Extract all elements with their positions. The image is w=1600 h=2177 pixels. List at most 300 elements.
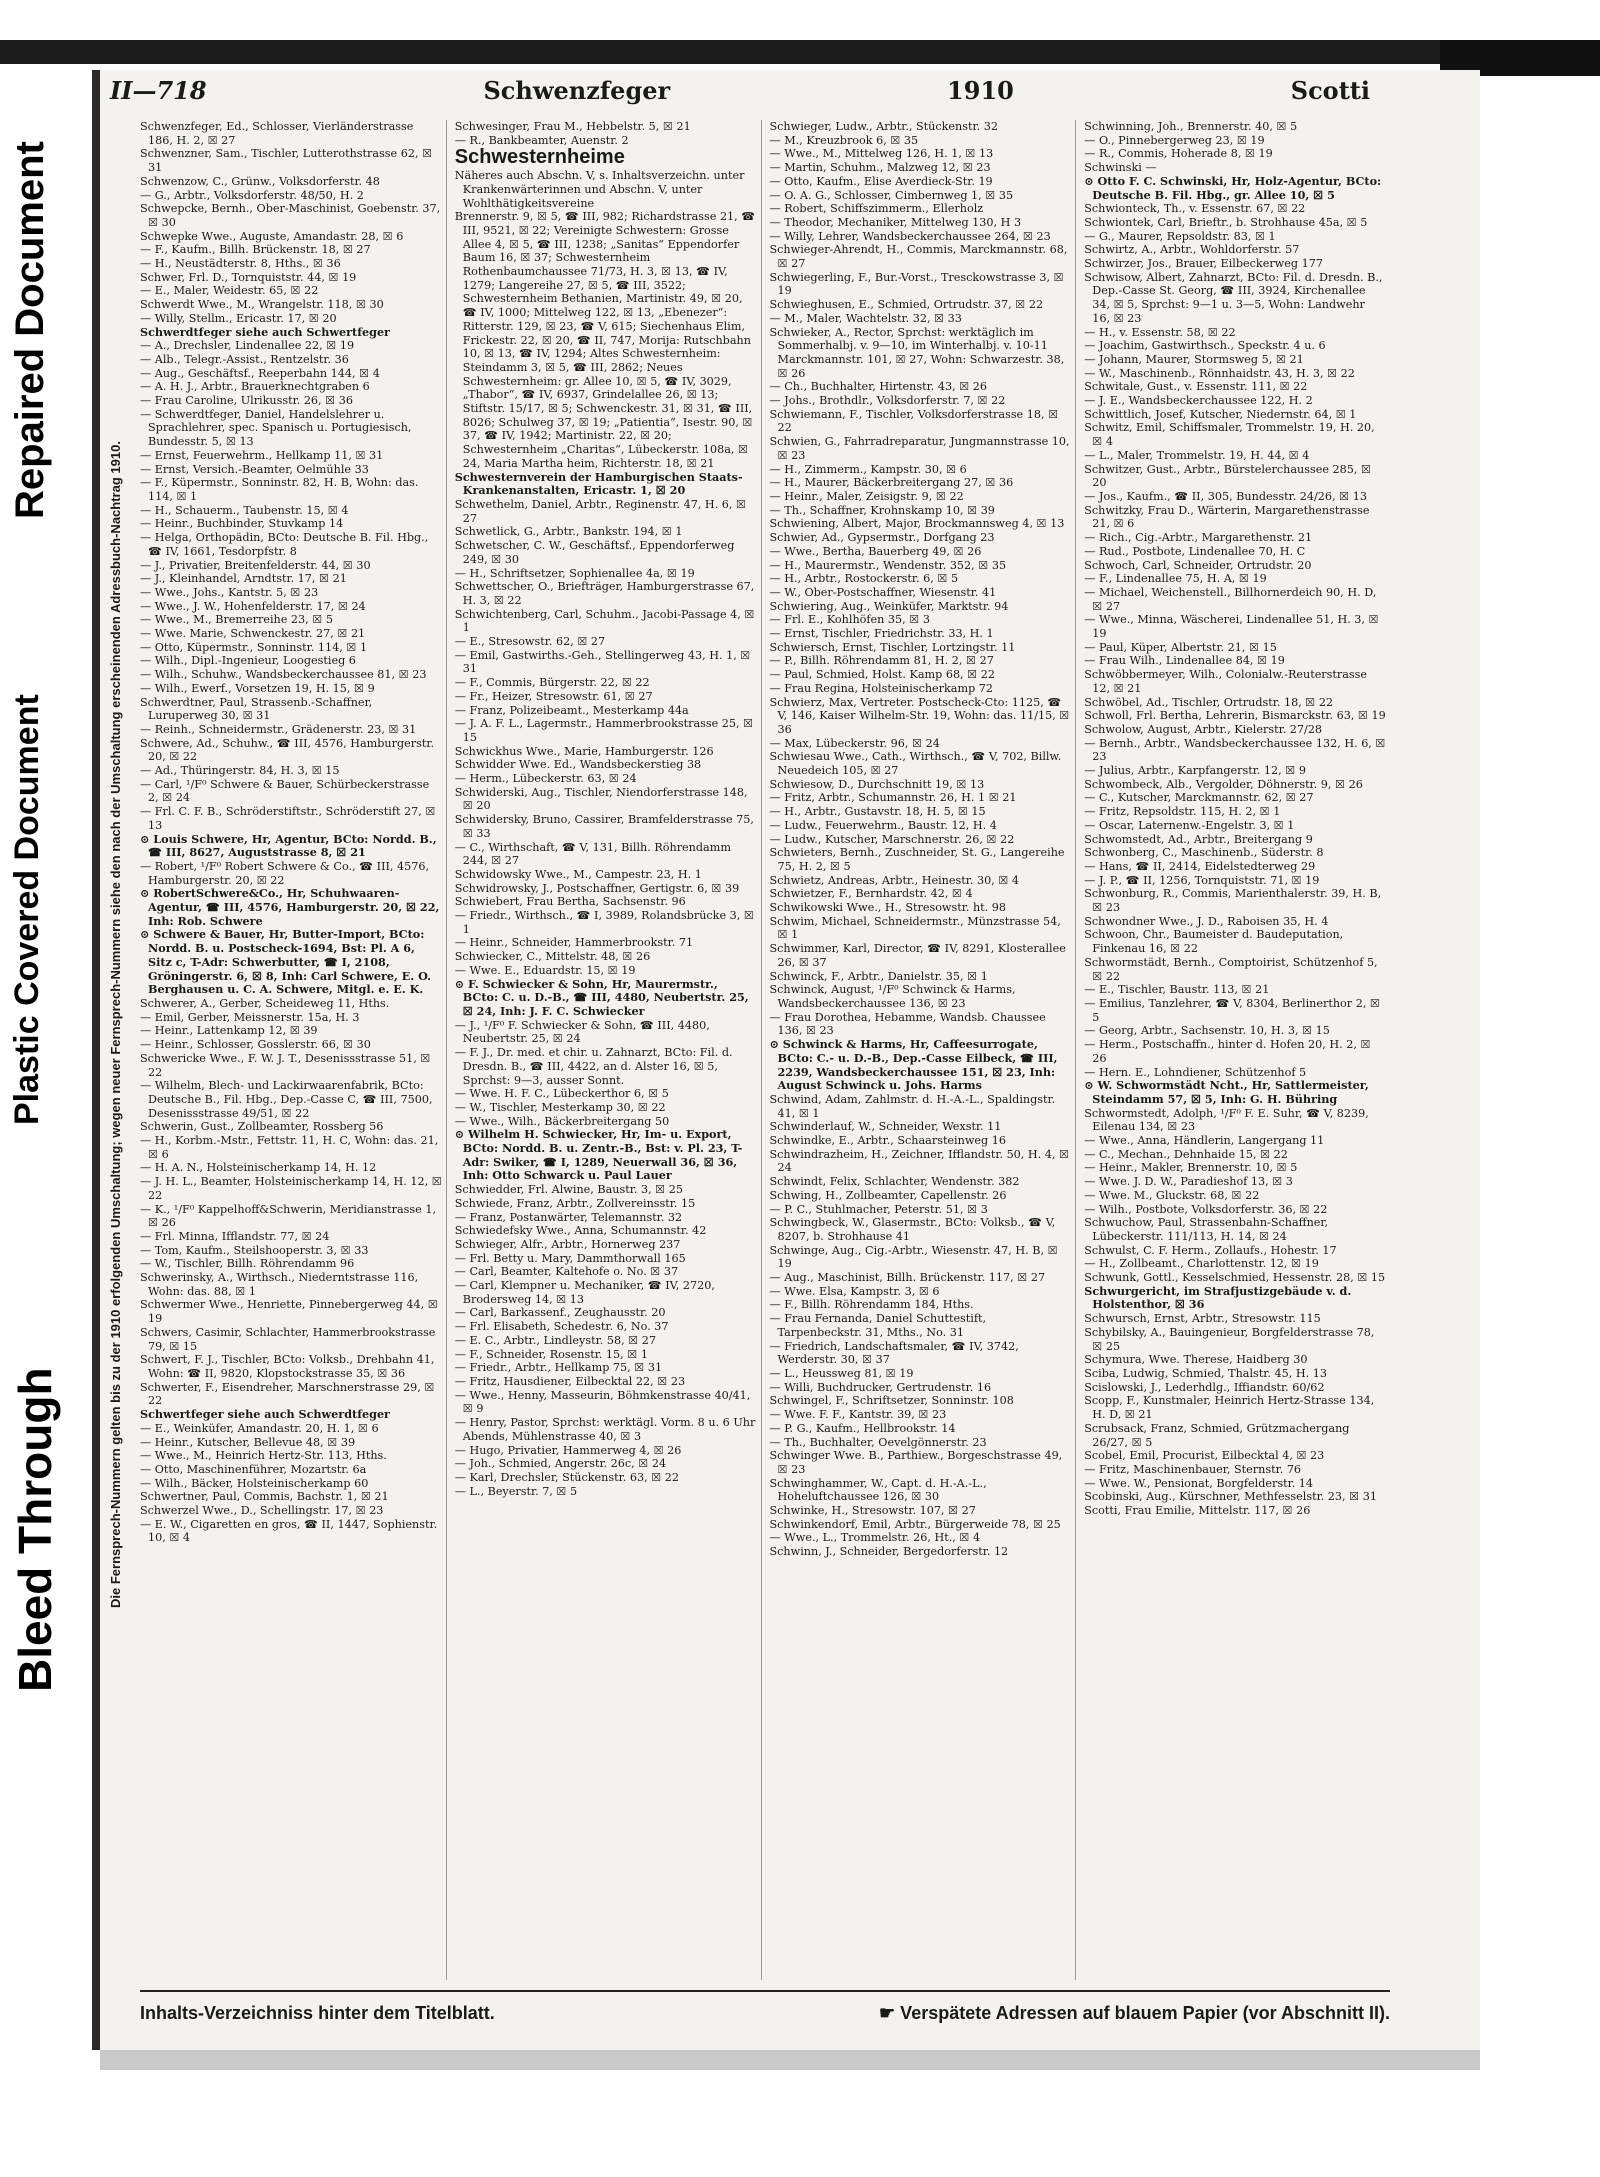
directory-entry: Schwettscher, O., Briefträger, Hamburgerstrasse 67, H. 3, ☒ 22: [454, 580, 755, 607]
directory-entry: — Wwe. W., Pensionat, Borgfelderstr. 14: [1084, 1476, 1314, 1490]
directory-entry: — W., Maschinenb., Rönnhaidstr. 43, H. 3, ☒ 22: [1084, 366, 1355, 380]
directory-entry: — F. J., Dr. med. et chir. u. Zahnarzt, BCto: Fil. d. Dresdn. B., ☎ III, 4422, an d. Alster 16, ☒ 5, Sprchst: 9—3, ausser Sonnt.: [454, 1046, 733, 1087]
directory-entry: Schwurgericht, im Strafjustizgebäude v. d. Holstenthor, ☒ 36: [1084, 1283, 1352, 1312]
directory-entry: — G., Maurer, Repsoldstr. 83, ☒ 1: [1084, 229, 1276, 243]
directory-entry: Scobinski, Aug., Kürschner, Methfesselstr. 23, ☒ 31: [1084, 1490, 1377, 1504]
directory-entry: ⊙ RobertSchwere&Co., Hr, Schuhwaaren-Agentur, ☎ III, 4576, Hamburgerstr. 20, ☒ 22, Inh: Rob. Schwere: [140, 886, 440, 928]
directory-entry: Schwiedder, Frl. Alwine, Baustr. 3, ☒ 25: [454, 1183, 683, 1197]
directory-entry: — M., Kreuzbrook 6, ☒ 35: [769, 133, 919, 147]
directory-entry: — Wilh., Ewerf., Vorsetzen 19, H. 15, ☒ 9: [140, 681, 375, 695]
directory-entry: Schwieger, Ludw., Arbtr., Stückenstr. 32: [769, 120, 998, 133]
directory-entry: Schwing, H., Zollbeamter, Capellenstr. 26: [769, 1188, 1007, 1202]
directory-entry: — A., Drechsler, Lindenallee 22, ☒ 19: [140, 339, 355, 353]
directory-entry: Schwisow, Albert, Zahnarzt, BCto: Fil. d. Dresdn. B., Dep.-Casse St. Georg, ☎ III, 3924, Kirchenallee 34, ☒ 5, Sprchst: 9—1 u. 3—5, Wohn: Landwehr 16, ☒ 23: [1084, 270, 1383, 325]
directory-entry: — Joh., Schmied, Angerstr. 26c, ☒ 24: [454, 1457, 667, 1471]
directory-entry: — M., Maler, Wachtelstr. 32, ☒ 33: [769, 311, 962, 325]
directory-entry: — Frau Wilh., Lindenallee 84, ☒ 19: [1084, 654, 1285, 668]
directory-entry: — Max, Lübeckerstr. 96, ☒ 24: [769, 736, 940, 750]
directory-entry: — E. C., Arbtr., Lindleystr. 58, ☒ 27: [454, 1333, 657, 1347]
directory-entry: Schwerinsky, A., Wirthsch., Niederntstrasse 116, Wohn: das. 88, ☒ 1: [140, 1271, 419, 1298]
directory-entry: Schwikowski Wwe., H., Stresowstr. ht. 98: [769, 901, 1007, 915]
directory-entry: Schwerdt Wwe., M., Wrangelstr. 118, ☒ 30: [140, 298, 384, 312]
directory-entry: — Wwe., L., Trommelstr. 26, Ht., ☒ 4: [769, 1531, 981, 1545]
directory-entry: Schybilsky, A., Bauingenieur, Borgfelderstrasse 78, ☒ 25: [1084, 1325, 1375, 1353]
directory-entry: Schwertfeger siehe auch Schwerdtfeger: [140, 1407, 390, 1422]
directory-entry: Schwinck, F., Arbtr., Danielstr. 35, ☒ 1: [769, 969, 988, 983]
directory-entry: — Heinr., Buchbinder, Stuvkamp 14: [140, 517, 344, 531]
directory-entry: — Franz, Postanwärter, Telemannstr. 32: [454, 1210, 683, 1224]
directory-entry: — F., Commis, Bürgerstr. 22, ☒ 22: [454, 676, 650, 690]
directory-entry: — Aug., Maschinist, Billh. Brückenstr. 117, ☒ 27: [769, 1271, 1046, 1285]
directory-entry: — P., Billh. Röhrendamm 81, H. 2, ☒ 27: [769, 654, 994, 668]
directory-entry: Schwinck, August, ¹/F⁰ Schwinck & Harms, Wandsbeckerchaussee 136, ☒ 23: [769, 983, 1016, 1010]
directory-entry: — Hern. E., Lohndiener, Schützenhof 5: [1084, 1065, 1307, 1079]
directory-entry: — Aug., Geschäftsf., Reeperbahn 144, ☒ 4: [140, 366, 380, 380]
directory-entry: Schwieger-Ahrendt, H., Commis, Marckmannstr. 68, ☒ 27: [769, 243, 1068, 271]
directory-entry: — Robert, ¹/F⁰ Robert Schwere & Co., ☎ III, 4576, Hamburgerstr. 20, ☒ 22: [140, 859, 430, 887]
directory-entry: Schwesternverein der Hamburgischen Staats-Krankenanstalten, Ericastr. 1, ☒ 20: [454, 469, 743, 498]
directory-entry: Schwickhus Wwe., Marie, Hamburgerstr. 126: [454, 744, 714, 758]
header-year: 1910: [947, 75, 1014, 105]
directory-entry: Schwidrowsky, J., Postschaffner, Gertigstr. 6, ☒ 39: [454, 881, 740, 895]
directory-entry: Schwiontek, Carl, Brieftr., b. Strohhause 45a, ☒ 5: [1084, 215, 1368, 229]
directory-entry: Schwomstedt, Ad., Arbtr., Breitergang 9: [1084, 832, 1313, 846]
directory-entry: ⊙ Otto F. C. Schwinski, Hr, Holz-Agentur, BCto: Deutsche B. Fil. Hbg., gr. Allee 10, ☒ 5: [1084, 173, 1382, 202]
directory-entry: Schwieger, Alfr., Arbtr., Hornerweg 237: [454, 1237, 681, 1251]
directory-entry: — Emil, Gerber, Meissnerstr. 15a, H. 3: [140, 1010, 360, 1024]
directory-entry: Schwethelm, Daniel, Arbtr., Reginenstr. 47, H. 6, ☒ 27: [454, 497, 747, 525]
directory-entry: Schwinn, J., Schneider, Bergedorferstr. 12: [769, 1545, 1009, 1559]
directory-entry: — C., Wirthschaft, ☎ V, 131, Billh. Röhrendamm 244, ☒ 27: [454, 840, 731, 868]
directory-entry: Schwenzner, Sam., Tischler, Lutterothstrasse 62, ☒ 31: [140, 147, 433, 175]
directory-entry: — H. A. N., Holsteinischerkamp 14, H. 12: [140, 1161, 377, 1175]
directory-entry: — Willi, Buchdrucker, Gertrudenstr. 16: [769, 1380, 992, 1394]
directory-entry: — H., Zimmerm., Kampstr. 30, ☒ 6: [769, 462, 967, 476]
directory-entry: Brennerstr. 9, ☒ 5, ☎ III, 982; Richardstrasse 21, ☎ III, 9521, ☒ 22; Vereinigte Schwestern: Grosse Allee 4, ☒ 5, ☎ III, 1238; „Sanitas“ Eppendorfer Baum 16, ☒ 37; Schwesternheim Rothenbaumchaussee 71/73, H. 3, ☒ 13, ☎ IV, 1279; Langereihe 27, ☒ 5, ☎ III, 3522; Schwesternheim Bethanien, Martinistr. 49, ☒ 20, ☎ IV, 1000; Mittelweg 122, ☒ 13, „Ebenezer“: Ritterstr. 129, ☒ 23, ☎ V, 615; Siechenhaus Elim, Frickestr. 22, ☒ 20, ☎ II, 747, Morija: Rutschbahn 10, ☒ 13, ☎ IV, 1294; Altes Schwesternheim: Steindamm 3, ☒ 5, ☎ III, 2862; Neues Schwesternheim: gr. Allee 10, ☒ 5, ☎ IV, 3029, „Thabor“, ☎ IV, 6937, Grindelallee 26, ☒ 13; Stiftstr. 15/17, ☒ 5; Schwenckestr. 31, ☒ 31, ☎ III, 8026; Schulweg 37, ☒ 19; „Patientia“, Isestr. 90, ☒ 37, ☎ IV, 1942; Martinistr. 22, ☒ 20; Schwesternheim „Charitas“, Lübeckerstr. 108a, ☒ 24, Maria Martha heim, Richterstr. 18, ☒ 21: [454, 210, 756, 470]
directory-entry: Schwinderlauf, W., Schneider, Wexstr. 11: [769, 1120, 1002, 1134]
directory-entry: Schwenzow, C., Grünw., Volksdorferstr. 48: [140, 174, 380, 188]
directory-entry: Schwietzer, F., Bernhardstr. 42, ☒ 4: [769, 887, 973, 901]
directory-entry: Schwerzel Wwe., D., Schellingstr. 17, ☒ 23: [140, 1504, 384, 1518]
directory-entry: Schwormstädt, Bernh., Comptoirist, Schützenhof 5, ☒ 22: [1084, 955, 1378, 983]
directory-entry: Schwiegerling, F., Bur.-Vorst., Tresckowstrasse 3, ☒ 19: [769, 270, 1064, 298]
directory-entry: Schwirtz, A., Arbtr., Wohldorferstr. 57: [1084, 243, 1300, 257]
directory-entry: Scobel, Emil, Procurist, Eilbecktal 4, ☒ 23: [1084, 1449, 1325, 1463]
directory-entry: — Herm., Postschaffn., hinter d. Hofen 20, H. 2, ☒ 26: [1084, 1038, 1371, 1065]
directory-entry: — H., Zollbeamt., Charlottenstr. 12, ☒ 19: [1084, 1257, 1319, 1271]
side-labels: [8, 110, 88, 1730]
directory-entry: Schwingel, F., Schriftsetzer, Sonninstr. 108: [769, 1394, 1014, 1408]
directory-entry: — J., Kleinhandel, Arndtstr. 17, ☒ 21: [140, 572, 347, 586]
directory-entry: — H., Arbtr., Gustavstr. 18, H. 5, ☒ 15: [769, 805, 986, 819]
directory-column-1: [140, 120, 447, 1980]
directory-entry: — R., Bankbeamter, Auenstr. 2: [454, 133, 629, 147]
directory-entry: — Frl. Elisabeth, Schedestr. 6, No. 37: [454, 1320, 669, 1334]
directory-entry: Schwinke, H., Stresowstr. 107, ☒ 27: [769, 1504, 976, 1518]
directory-entry: — Heinr., Schlosser, Gosslerstr. 66, ☒ 30: [140, 1038, 371, 1052]
directory-entry: — Ernst, Versich.-Beamter, Oelmühle 33: [140, 462, 369, 476]
directory-entry: — Alb., Telegr.-Assist., Rentzelstr. 36: [140, 352, 349, 366]
directory-entry: — Friedr., Arbtr., Hellkamp 75, ☒ 31: [454, 1361, 663, 1375]
directory-entry: Schwerdtfeger siehe auch Schwertfeger: [140, 324, 390, 339]
directory-entry: Schwerdtner, Paul, Strassenb.-Schaffner, Luruperweg 30, ☒ 31: [140, 695, 373, 723]
directory-entry: Schwoll, Frl. Bertha, Lehrerin, Bismarckstr. 63, ☒ 19: [1084, 709, 1386, 723]
directory-entry: — Fritz, Hausdiener, Eilbecktal 22, ☒ 23: [454, 1374, 686, 1388]
directory-entry: — Rich., Cig.-Arbtr., Margarethenstr. 21: [1084, 531, 1313, 545]
directory-entry: — W., Ober-Postschaffner, Wiesenstr. 41: [769, 585, 997, 599]
directory-entry: — Wwe. H. F. C., Lübeckerthor 6, ☒ 5: [454, 1087, 669, 1101]
directory-entry: Schwirzer, Jos., Brauer, Eilbeckerweg 177: [1084, 257, 1323, 271]
directory-entry: — Th., Schaffner, Krohnskamp 10, ☒ 39: [769, 503, 995, 517]
directory-entry: — L., Beyerstr. 7, ☒ 5: [454, 1484, 578, 1498]
directory-entry: Schwers, Casimir, Schlachter, Hammerbrookstrasse 79, ☒ 15: [140, 1325, 436, 1353]
directory-entry: — Wwe., Henny, Masseurin, Böhmkenstrasse 40/41, ☒ 9: [454, 1388, 751, 1416]
directory-entry: — H., Arbtr., Rostockerstr. 6, ☒ 5: [769, 572, 959, 586]
label-bleed-through: Bleed Through: [9, 1367, 61, 1693]
directory-entry: Schwert, F. J., Tischler, BCto: Volksb., Drehbahn 41, Wohn: ☎ II, 9820, Klopstockstrasse 35, ☒ 36: [140, 1353, 435, 1380]
directory-entry: Schwiesau Wwe., Cath., Wirthsch., ☎ V, 702, Billw. Neuedeich 105, ☒ 27: [769, 750, 1062, 778]
directory-entry: — Wwe., M., Heinrich Hertz-Str. 113, Hths.: [140, 1449, 387, 1463]
directory-entry: — F., Schneider, Rosenstr. 15, ☒ 1: [454, 1347, 648, 1361]
directory-entry: — Carl, Beamter, Kaltehofe o. No. ☒ 37: [454, 1265, 679, 1279]
directory-entry: — Otto, Küpermstr., Sonninstr. 114, ☒ 1: [140, 640, 368, 654]
directory-entry: — H., v. Essenstr. 58, ☒ 22: [1084, 325, 1236, 339]
directory-entry: — Frl. E., Kohlhöfen 35, ☒ 3: [769, 613, 930, 627]
directory-entry: — J. P., ☎ II, 1256, Tornquiststr. 71, ☒ 19: [1084, 873, 1320, 887]
directory-entry: Schwiering, Aug., Weinküfer, Marktstr. 94: [769, 599, 1009, 613]
directory-entry: — L., Heussweg 81, ☒ 19: [769, 1366, 914, 1380]
directory-entry: — Frau Fernanda, Daniel Schuttestift, Tarpenbeckstr. 31, Mths., No. 31: [769, 1312, 987, 1339]
directory-entry: Schwietz, Andreas, Arbtr., Heinestr. 30, ☒ 4: [769, 873, 1020, 887]
directory-entry: — Ch., Buchhalter, Hirtenstr. 43, ☒ 26: [769, 380, 988, 394]
directory-entry: Schwiderski, Aug., Tischler, Niendorferstrasse 148, ☒ 20: [454, 785, 748, 813]
directory-entry: — Wwe., M., Bremerreihe 23, ☒ 5: [140, 613, 333, 627]
directory-entry: Schwinghammer, W., Capt. d. H.-A.-L., Hoheluftchaussee 126, ☒ 30: [769, 1476, 987, 1504]
directory-entry: — Wwe. F. F., Kantstr. 39, ☒ 23: [769, 1408, 947, 1422]
directory-entry: Schwimmer, Karl, Director, ☎ IV, 8291, Klosterallee 26, ☒ 37: [769, 942, 1066, 969]
directory-entry: — Otto, Kaufm., Elise Averdieck-Str. 19: [769, 174, 993, 188]
directory-entry: — Johs., Brothdlr., Volksdorferstr. 7, ☒ 22: [769, 394, 1006, 408]
directory-entry: Schwericke Wwe., F. W. J. T., Desenissstrasse 51, ☒ 22: [140, 1051, 431, 1079]
directory-entry: — Wwe., Minna, Wäscherei, Lindenallee 51, H. 3, ☒ 19: [1084, 613, 1379, 641]
directory-entry: Schwitzer, Gust., Arbtr., Bürstelerchaussee 285, ☒ 20: [1084, 462, 1371, 490]
directory-entry: — Hans, ☎ II, 2414, Eidelstedterweg 29: [1084, 859, 1316, 873]
directory-entry: — Bernh., Arbtr., Wandsbeckerchaussee 132, H. 6, ☒ 23: [1084, 736, 1386, 764]
directory-entry: Schwind, Adam, Zahlmstr. d. H.-A.-L., Spaldingstr. 41, ☒ 1: [769, 1092, 1056, 1120]
directory-entry: Schwinge, Aug., Cig.-Arbtr., Wiesenstr. 47, H. B, ☒ 19: [769, 1243, 1058, 1271]
directory-entry: Schwittlich, Josef, Kutscher, Niedernstr. 64, ☒ 1: [1084, 407, 1357, 421]
directory-entry: Schwinger Wwe. B., Parthiew., Borgeschstrasse 49, ☒ 23: [769, 1449, 1063, 1476]
directory-entry: Schwoch, Carl, Schneider, Ortrudstr. 20: [1084, 558, 1312, 572]
directory-entry: Schwiebert, Frau Bertha, Sachsenstr. 96: [454, 895, 686, 909]
directory-entry: — P. G., Kaufm., Hellbrookstr. 14: [769, 1421, 956, 1435]
directory-entry: — Friedrich, Landschaftsmaler, ☎ IV, 3742, Werderstr. 30, ☒ 37: [769, 1339, 1019, 1367]
directory-entry: Schwingbeck, W., Glasermstr., BCto: Volksb., ☎ V, 8207, b. Strohhause 41: [769, 1216, 1056, 1243]
directory-entry: Schwiedefsky Wwe., Anna, Schumannstr. 42: [454, 1224, 707, 1238]
directory-entry: Schwierz, Max, Vertreter. Postscheck-Cto: 1125, ☎ V, 146, Kaiser Wilhelm-Str. 19, Wohn: das. 11/15, ☒ 36: [769, 695, 1070, 736]
directory-column-4: [1084, 120, 1390, 1980]
directory-entry: — Helga, Orthopädin, BCto: Deutsche B. Fil. Hbg., ☎ IV, 1661, Tesdorpfstr. 8: [140, 531, 429, 558]
directory-entry: — Fritz, Arbtr., Schumannstr. 26, H. 1 ☒ 21: [769, 791, 1017, 805]
directory-entry: ⊙ Schwinck & Harms, Hr, Caffeesurrogate, BCto: C.- u. D.-B., Dep.-Casse Eilbeck, ☎ III, 2239, Wandsbeckerchaussee 151, ☒ 23, Inh: August Schwinck u. Johs. Harms: [769, 1037, 1058, 1093]
directory-entry: — Fritz, Maschinenbauer, Sternstr. 76: [1084, 1462, 1302, 1476]
directory-entry: — Wwe., Anna, Händlerin, Langergang 11: [1084, 1134, 1325, 1148]
directory-entry: ⊙ Louis Schwere, Hr, Agentur, BCto: Nordd. B., ☎ III, 8627, Auguststrasse 8, ☒ 21: [140, 831, 437, 860]
page-footer: [140, 1990, 1390, 2028]
directory-entry: — Heinr., Makler, Brennerstr. 10, ☒ 5: [1084, 1161, 1298, 1175]
directory-entry: — Wilh., Postbote, Volksdorferstr. 36, ☒ 22: [1084, 1202, 1328, 1216]
directory-entry: — Joachim, Gastwirthsch., Speckstr. 4 u. 6: [1084, 339, 1326, 353]
directory-entry: — J. H. L., Beamter, Holsteinischerkamp 14, H. 12, ☒ 22: [140, 1175, 442, 1202]
directory-entry: — H., Maurermstr., Wendenstr. 352, ☒ 35: [769, 558, 1007, 572]
directory-entry: Schwidder Wwe. Ed., Wandsbeckerstieg 38: [454, 758, 702, 772]
directory-entry: — A. H. J., Arbtr., Brauerknechtgraben 6: [140, 380, 370, 394]
directory-entry: Schwiening, Albert, Major, Brockmannsweg 4, ☒ 13: [769, 517, 1065, 531]
directory-entry: Sciba, Ludwig, Schmied, Thalstr. 45, H. 13: [1084, 1366, 1327, 1380]
directory-entry: Schwetlick, G., Arbtr., Bankstr. 194, ☒ 1: [454, 525, 683, 539]
directory-entry: Schwerter, F., Eisendreher, Marschnerstrasse 29, ☒ 22: [140, 1380, 435, 1408]
directory-entry: — F., Billh. Röhrendamm 184, Hths.: [769, 1298, 974, 1312]
directory-entry: — Willy, Stellm., Ericastr. 17, ☒ 20: [140, 311, 337, 325]
vertical-margin-note: Die Fernsprech-Nummern gelten bis zu der 1910 erfolgenden Umschaltung; wegen neuer Fernsprech-Nummern siehe den nach der Umschaltung erscheinenden Adressbuch-Nachtrag 1910.: [108, 441, 123, 1609]
directory-entry: Schwichtenberg, Carl, Schuhm., Jacobi-Passage 4, ☒ 1: [454, 607, 755, 635]
directory-entry: Schwöbel, Ad., Tischler, Ortrudstr. 18, ☒ 22: [1084, 695, 1334, 709]
directory-entry: Schwermer Wwe., Henriette, Pinnebergerweg 44, ☒ 19: [140, 1298, 438, 1326]
directory-entry: Schwier, Ad., Gypsermstr., Dorfgang 23: [769, 531, 995, 545]
directory-entry: — Heinr., Schneider, Hammerbrookstr. 71: [454, 936, 694, 950]
directory-entry: — Emil, Gastwirths.-Geh., Stellingerweg 43, H. 1, ☒ 31: [454, 648, 751, 676]
directory-entry: — Wwe. E., Eduardstr. 15, ☒ 19: [454, 963, 636, 977]
directory-entry: ⊙ F. Schwiecker & Sohn, Hr, Maurermstr., BCto: C. u. D.-B., ☎ III, 4480, Neubertstr. 25, ☒ 24, Inh: J. F. C. Schwiecker: [454, 976, 749, 1018]
directory-entry: — C., Mechan., Dehnhaide 15, ☒ 22: [1084, 1147, 1288, 1161]
directory-entry: Schwitzky, Frau D., Wärterin, Margarethenstrasse 21, ☒ 6: [1084, 503, 1370, 531]
directory-entry: — Carl, ¹/F⁰ Schwere & Bauer, Schürbeckerstrasse 2, ☒ 24: [140, 777, 430, 805]
directory-entry: — Franz, Polizeibeamt., Mesterkamp 44a: [454, 703, 689, 717]
directory-entry: Schwinkendorf, Emil, Arbtr., Bürgerweide 78, ☒ 25: [769, 1517, 1061, 1531]
directory-entry: Schymura, Wwe. Therese, Haidberg 30: [1084, 1353, 1308, 1367]
directory-entry: — E. W., Cigaretten en gros, ☎ II, 1447, Sophienstr. 10, ☒ 4: [140, 1517, 438, 1545]
directory-entry: Schwinning, Joh., Brennerstr. 40, ☒ 5: [1084, 120, 1298, 133]
directory-entry: — Oscar, Laternenw.-Engelstr. 3, ☒ 1: [1084, 818, 1295, 832]
directory-entry: — Frau Regina, Holsteinischerkamp 72: [769, 681, 994, 695]
directory-entry: Schwiede, Franz, Arbtr., Zollvereinsstr. 15: [454, 1196, 696, 1210]
directory-entry: — R., Commis, Hoherade 8, ☒ 19: [1084, 147, 1273, 161]
directory-entry: — Frl. Minna, Ifflandstr. 77, ☒ 24: [140, 1229, 330, 1243]
directory-entry: — Ludw., Feuerwehrm., Baustr. 12, H. 4: [769, 818, 997, 832]
directory-entry: Schwetscher, C. W., Geschäftsf., Eppendorferweg 249, ☒ 30: [454, 539, 735, 566]
directory-entry: — Tom, Kaufm., Steilshooperstr. 3, ☒ 33: [140, 1243, 369, 1257]
directory-entry: — Wwe., M., Mittelweg 126, H. 1, ☒ 13: [769, 147, 994, 161]
directory-entry: — Theodor, Mechaniker, Mittelweg 130, H 3: [769, 215, 1022, 229]
directory-entry: Schwieghusen, E., Schmied, Ortrudstr. 37, ☒ 22: [769, 298, 1044, 312]
directory-entry: Schwieters, Bernh., Zuschneider, St. G., Langereihe 75, H. 2, ☒ 5: [769, 846, 1065, 873]
directory-entry: — Friedr., Wirthsch., ☎ I, 3989, Rolandsbrücke 3, ☒ 1: [454, 909, 754, 936]
directory-entry: Schwormstedt, Adolph, ¹/F⁰ F. E. Suhr, ☎ V, 8239, Eilenau 134, ☒ 23: [1084, 1106, 1369, 1134]
directory-entry: — Otto, Maschinenführer, Mozartstr. 6a: [140, 1462, 367, 1476]
directory-entry: — Wwe., Bertha, Bauerberg 49, ☒ 26: [769, 544, 982, 558]
directory-entry: Scotti, Frau Emilie, Mittelstr. 117, ☒ 26: [1084, 1504, 1311, 1518]
directory-entry: — Paul, Schmied, Holst. Kamp 68, ☒ 22: [769, 668, 995, 682]
label-repaired-document: Repaired Document: [8, 141, 52, 519]
directory-entry: — J. A. F. L., Lagermstr., Hammerbrookstrasse 25, ☒ 15: [454, 717, 754, 744]
directory-entry: Schwiemann, F., Tischler, Volksdorferstrasse 18, ☒ 22: [769, 407, 1059, 435]
directory-entry: — Wwe., J. W., Hohenfelderstr. 17, ☒ 24: [140, 599, 366, 613]
directory-entry: — Paul, Küper, Albertstr. 21, ☒ 15: [1084, 640, 1277, 654]
directory-entry: — Martin, Schuhm., Malzweg 12, ☒ 23: [769, 161, 991, 175]
directory-entry: — E., Weinküfer, Amandastr. 20, H. 1, ☒ 6: [140, 1421, 379, 1435]
directory-entry: Schwer, Frl. D., Tornquiststr. 44, ☒ 19: [140, 270, 357, 284]
directory-entry: — Ernst, Feuerwehrm., Hellkamp 11, ☒ 31: [140, 448, 384, 462]
directory-entry: Schwere, Ad., Schuhw., ☎ III, 4576, Hamburgerstr. 20, ☒ 22: [140, 736, 435, 764]
directory-entry: Scrubsack, Franz, Schmied, Grützmachergang 26/27, ☒ 5: [1084, 1421, 1350, 1449]
directory-entry: Schwöbbermeyer, Wilh., Colonialw.-Reuterstrasse 12, ☒ 21: [1084, 668, 1368, 695]
scan-edge-top: [0, 40, 1600, 64]
directory-entry: Schwindrazheim, H., Zeichner, Ifflandstr. 50, H. 4, ☒ 24: [769, 1147, 1070, 1175]
directory-entry: — G., Arbtr., Volksdorferstr. 48/50, H. 2: [140, 188, 364, 202]
directory-entry: — O. A. G., Schlosser, Cimbernweg 1, ☒ 35: [769, 188, 1014, 202]
directory-entry: Schwiersch, Ernst, Tischler, Lortzingstr. 11: [769, 640, 1016, 654]
directory-entry: — Rud., Postbote, Lindenallee 70, H. C: [1084, 544, 1306, 558]
directory-entry: — L., Maler, Trommelstr. 19, H. 44, ☒ 4: [1084, 448, 1310, 462]
directory-entry: — Carl, Barkassenf., Zeughausstr. 20: [454, 1306, 666, 1320]
directory-entry: — Frau Caroline, Ulrikusstr. 26, ☒ 36: [140, 394, 353, 408]
directory-entry: Schwindt, Felix, Schlachter, Wendenstr. 382: [769, 1175, 1020, 1189]
directory-entry: — H., Neustädterstr. 8, Hths., ☒ 36: [140, 257, 341, 271]
directory-entry: Schwonberg, C., Maschinenb., Süderstr. 8: [1084, 846, 1324, 860]
directory-entry: — Heinr., Lattenkamp 12, ☒ 39: [140, 1024, 318, 1038]
directory-entry: — Wwe., Wilh., Bäckerbreitergang 50: [454, 1114, 670, 1128]
directory-entry: — F., Kaufm., Billh. Brückenstr. 18, ☒ 27: [140, 243, 371, 257]
directory-entry: — Michael, Weichenstell., Billhornerdeich 90, H. D, ☒ 27: [1084, 585, 1377, 613]
directory-entry: — J., Privatier, Breitenfelderstr. 44, ☒ 30: [140, 558, 371, 572]
directory-entry: ⊙ Wilhelm H. Schwiecker, Hr, Im- u. Export, BCto: Nordd. B. u. Zentr.-B., Bst: v. Pl. 23, T-Adr: Swiker, ☎ I, 1289, Neuerwall 36, ☒ 36, Inh: Otto Schwarck u. Paul Lauer: [454, 1127, 743, 1183]
footer-index-note: Inhalts-Verzeichniss hinter dem Titelblatt.: [140, 2002, 495, 2023]
directory-entry: Schwim, Michael, Schneidermstr., Münzstrasse 54, ☒ 1: [769, 914, 1061, 942]
directory-entry: — E., Stresowstr. 62, ☒ 27: [454, 635, 606, 649]
directory-entry: — Robert, Schiffszimmerm., Ellerholz: [769, 202, 984, 216]
directory-entry: — Ludw., Kutscher, Marschnerstr. 26, ☒ 22: [769, 832, 1015, 846]
directory-entry: Schwiecker, C., Mittelstr. 48, ☒ 26: [454, 950, 651, 964]
directory-entry: — Heinr., Kutscher, Bellevue 48, ☒ 39: [140, 1435, 356, 1449]
directory-entry: Schwitz, Emil, Schiffsmaler, Trommelstr. 19, H. 20, ☒ 4: [1084, 421, 1375, 449]
directory-entry: — F., Küpermstr., Sonninstr. 82, H. B, Wohn: das. 114, ☒ 1: [140, 476, 419, 503]
directory-entry: Schwepcke, Bernh., Ober-Maschinist, Goebenstr. 37, ☒ 30: [140, 202, 441, 229]
directory-entry: — Jos., Kaufm., ☎ II, 305, Bundesstr. 24/26, ☒ 13: [1084, 489, 1367, 503]
directory-entry: Schwonburg, R., Commis, Marienthalerstr. 39, H. B, ☒ 23: [1084, 887, 1382, 915]
directory-entry: — Heinr., Maler, Zeisigstr. 9, ☒ 22: [769, 489, 964, 503]
directory-entry: — Ad., Thüringerstr. 84, H. 3, ☒ 15: [140, 764, 340, 778]
directory-entry: — F., Lindenallee 75, H. A, ☒ 19: [1084, 572, 1267, 586]
directory-entry: — J., ¹/F⁰ F. Schwiecker & Sohn, ☎ III, 4480, Neubertstr. 25, ☒ 24: [454, 1018, 710, 1046]
directory-entry: Schwuchow, Paul, Strassenbahn-Schaffner, Lübeckerstr. 111/113, H. 14, ☒ 24: [1084, 1216, 1329, 1243]
directory-entry: — Wwe. Elsa, Kampstr. 3, ☒ 6: [769, 1284, 940, 1298]
section-heading: Schwesternheime: [454, 146, 625, 169]
directory-entry: — Herm., Lübeckerstr. 63, ☒ 24: [454, 772, 637, 786]
footer-late-addresses-note: ☛ Verspätete Adressen auf blauem Papier (vor Abschnitt II).: [879, 2002, 1390, 2023]
directory-entry: — H., Korbm.-Mstr., Fettstr. 11, H. C, Wohn: das. 21, ☒ 6: [140, 1134, 439, 1161]
directory-entry: Schwursch, Ernst, Arbtr., Stresowstr. 115: [1084, 1312, 1321, 1326]
directory-entry: — Emilius, Tanzlehrer, ☎ V, 8304, Berlinerthor 2, ☒ 5: [1084, 997, 1380, 1024]
directory-entry: Schwenzfeger, Ed., Schlosser, Vierländerstrasse 186, H. 2, ☒ 27: [140, 120, 414, 147]
directory-entry: — O., Pinnebergerweg 23, ☒ 19: [1084, 133, 1265, 147]
header-first-entry: Schwenzfeger: [483, 75, 671, 105]
directory-column-3: [770, 120, 1077, 1980]
directory-entry: — Frl. C. F. B., Schröderstiftstr., Schröderstift 27, ☒ 13: [140, 805, 436, 832]
directory-entry: Schwien, G., Fahrradreparatur, Jungmannstrasse 10, ☒ 23: [769, 435, 1070, 462]
directory-entry: Schwiesow, D., Durchschnitt 19, ☒ 13: [769, 777, 985, 791]
directory-entry: — Fr., Heizer, Stresowstr. 61, ☒ 27: [454, 689, 653, 703]
directory-entry: — Reinh., Schneidermstr., Grädenerstr. 23, ☒ 31: [140, 722, 417, 736]
directory-entry: — K., ¹/F⁰ Kappelhoff&Schwerin, Meridianstrasse 1, ☒ 26: [140, 1202, 437, 1230]
directory-entry: Schwindke, E., Arbtr., Schaarsteinweg 16: [769, 1134, 1006, 1148]
directory-entry: — W., Tischler, Billh. Röhrendamm 96: [140, 1257, 355, 1271]
directory-entry: — H., Maurer, Bäckerbreitergang 27, ☒ 36: [769, 476, 1014, 490]
directory-entry: — Julius, Arbtr., Karpfangerstr. 12, ☒ 9: [1084, 764, 1306, 778]
directory-entry: Schwepke Wwe., Auguste, Amandastr. 28, ☒ 6: [140, 229, 404, 243]
directory-column-2: [455, 120, 762, 1980]
directory-entry: — H., Schauerm., Taubenstr. 15, ☒ 4: [140, 503, 349, 517]
directory-entry: — Carl, Klempner u. Mechaniker, ☎ IV, 2720, Brodersweg 14, ☒ 13: [454, 1279, 715, 1306]
directory-entry: — E., Maler, Weidestr. 65, ☒ 22: [140, 284, 319, 298]
directory-entry: — C., Kutscher, Marckmannstr. 62, ☒ 27: [1084, 791, 1314, 805]
directory-entry: Schwertner, Paul, Commis, Bachstr. 1, ☒ 21: [140, 1490, 389, 1504]
directory-entry: Schwidowsky Wwe., M., Campestr. 23, H. 1: [454, 867, 702, 881]
page-number: II—718: [110, 75, 207, 105]
directory-entry: — Wilh., Bäcker, Holsteinischerkamp 60: [140, 1476, 369, 1490]
directory-entry: Schwoon, Chr., Baumeister d. Baudeputation, Finkenau 16, ☒ 22: [1084, 928, 1344, 956]
directory-entry: Schwunk, Gottl., Kesselschmied, Hessenstr. 28, ☒ 15: [1084, 1271, 1386, 1285]
directory-entry: — Wwe. Marie, Schwenckestr. 27, ☒ 21: [140, 627, 366, 641]
directory-entry: — E., Tischler, Baustr. 113, ☒ 21: [1084, 983, 1270, 997]
directory-entry: — Wilh., Dipl.-Ingenieur, Loogestieg 6: [140, 654, 356, 668]
directory-entry: — Wwe. M., Gluckstr. 68, ☒ 22: [1084, 1188, 1260, 1202]
directory-entry: Schwidersky, Bruno, Cassirer, Bramfelderstrasse 75, ☒ 33: [454, 813, 754, 840]
directory-entry: — Henry, Pastor, Sprchst: werktägl. Vorm. 8 u. 6 Uhr Abends, Mühlenstrasse 40, ☒ 3: [454, 1416, 756, 1443]
directory-entry: Schwesinger, Frau M., Hebbelstr. 5, ☒ 21: [454, 120, 691, 133]
directory-entry: — Willy, Lehrer, Wandsbeckerchaussee 264, ☒ 23: [769, 229, 1051, 243]
directory-entry: Schwombeck, Alb., Vergolder, Döhnerstr. 9, ☒ 26: [1084, 777, 1363, 791]
directory-entry: Näheres auch Abschn. V, s. Inhaltsverzeichn. unter Krankenwärterinnen und Abschn. V, unter Wohlthätigkeitsvereine: [454, 169, 745, 210]
directory-entry: — Wilh., Schuhw., Wandsbeckerchaussee 81, ☒ 23: [140, 668, 427, 682]
directory-entry: — Hugo, Privatier, Hammerweg 4, ☒ 26: [454, 1443, 682, 1457]
directory-entry: Schwerin, Gust., Zollbeamter, Rossberg 56: [140, 1120, 384, 1134]
directory-entry: — Frl. Betty u. Mary, Dammthorwall 165: [454, 1251, 686, 1265]
directory-entry: — J. E., Wandsbeckerchaussee 122, H. 2: [1084, 394, 1313, 408]
directory-entry: — Frau Dorothea, Hebamme, Wandsb. Chaussee 136, ☒ 23: [769, 1010, 1046, 1038]
page-header: [110, 72, 1370, 108]
directory-entry: — Karl, Drechsler, Stückenstr. 63, ☒ 22: [454, 1470, 680, 1484]
directory-entry: ⊙ Schwere & Bauer, Hr, Butter-Import, BCto: Nordd. B. u. Postscheck-1694, Bst: Pl. A 6, Sitz c, T-Adr: Schwerbutter, ☎ I, 2108, Gröningerstr. 6, ☒ 8, Inh: Carl Schwere, E. O. Berghausen u. C. A. Schwere, Mitgl. e. E. K.: [140, 927, 432, 997]
directory-entry: — Wwe., Johs., Kantstr. 5, ☒ 23: [140, 585, 319, 599]
directory-entry: ⊙ W. Schwormstädt Ncht., Hr, Sattlermeister, Steindamm 57, ☒ 5, Inh: G. H. Bühring: [1084, 1078, 1369, 1106]
directory-entry: Schwondner Wwe., J. D., Raboisen 35, H. 4: [1084, 914, 1329, 928]
directory-entry: — Schwerdtfeger, Daniel, Handelslehrer u. Sprachlehrer, spec. Spanisch u. Portugiesisch, Bundesstr. 5, ☒ 13: [140, 407, 412, 449]
label-plastic-covered-document: Plastic Covered Document: [8, 694, 46, 1126]
directory-entry: Schwulst, C. F. Herm., Zollaufs., Hohestr. 17: [1084, 1243, 1337, 1257]
directory-entry: Schwinski —: [1084, 161, 1157, 175]
directory-entry: Schwitale, Gust., v. Essenstr. 111, ☒ 22: [1084, 380, 1308, 394]
directory-entry: — H., Schriftsetzer, Sophienallee 4a, ☒ 19: [454, 566, 695, 580]
directory-entry: — P. C., Stuhlmacher, Peterstr. 51, ☒ 3: [769, 1202, 988, 1216]
directory-entry: — W., Tischler, Mesterkamp 30, ☒ 22: [454, 1100, 666, 1114]
directory-entry: Schwolow, August, Arbtr., Kielerstr. 27/28: [1084, 722, 1323, 736]
directory-entry: — Th., Buchhalter, Oevelgönnerstr. 23: [769, 1435, 987, 1449]
directory-entry: — Johann, Maurer, Stormsweg 5, ☒ 21: [1084, 352, 1304, 366]
directory-entry: — Ernst, Tischler, Friedrichstr. 33, H. 1: [769, 627, 994, 641]
directory-entry: — Georg, Arbtr., Sachsenstr. 10, H. 3, ☒ 15: [1084, 1024, 1330, 1038]
directory-entry: Schwerer, A., Gerber, Scheideweg 11, Hths.: [140, 997, 390, 1010]
header-last-entry: Scotti: [1290, 75, 1370, 105]
